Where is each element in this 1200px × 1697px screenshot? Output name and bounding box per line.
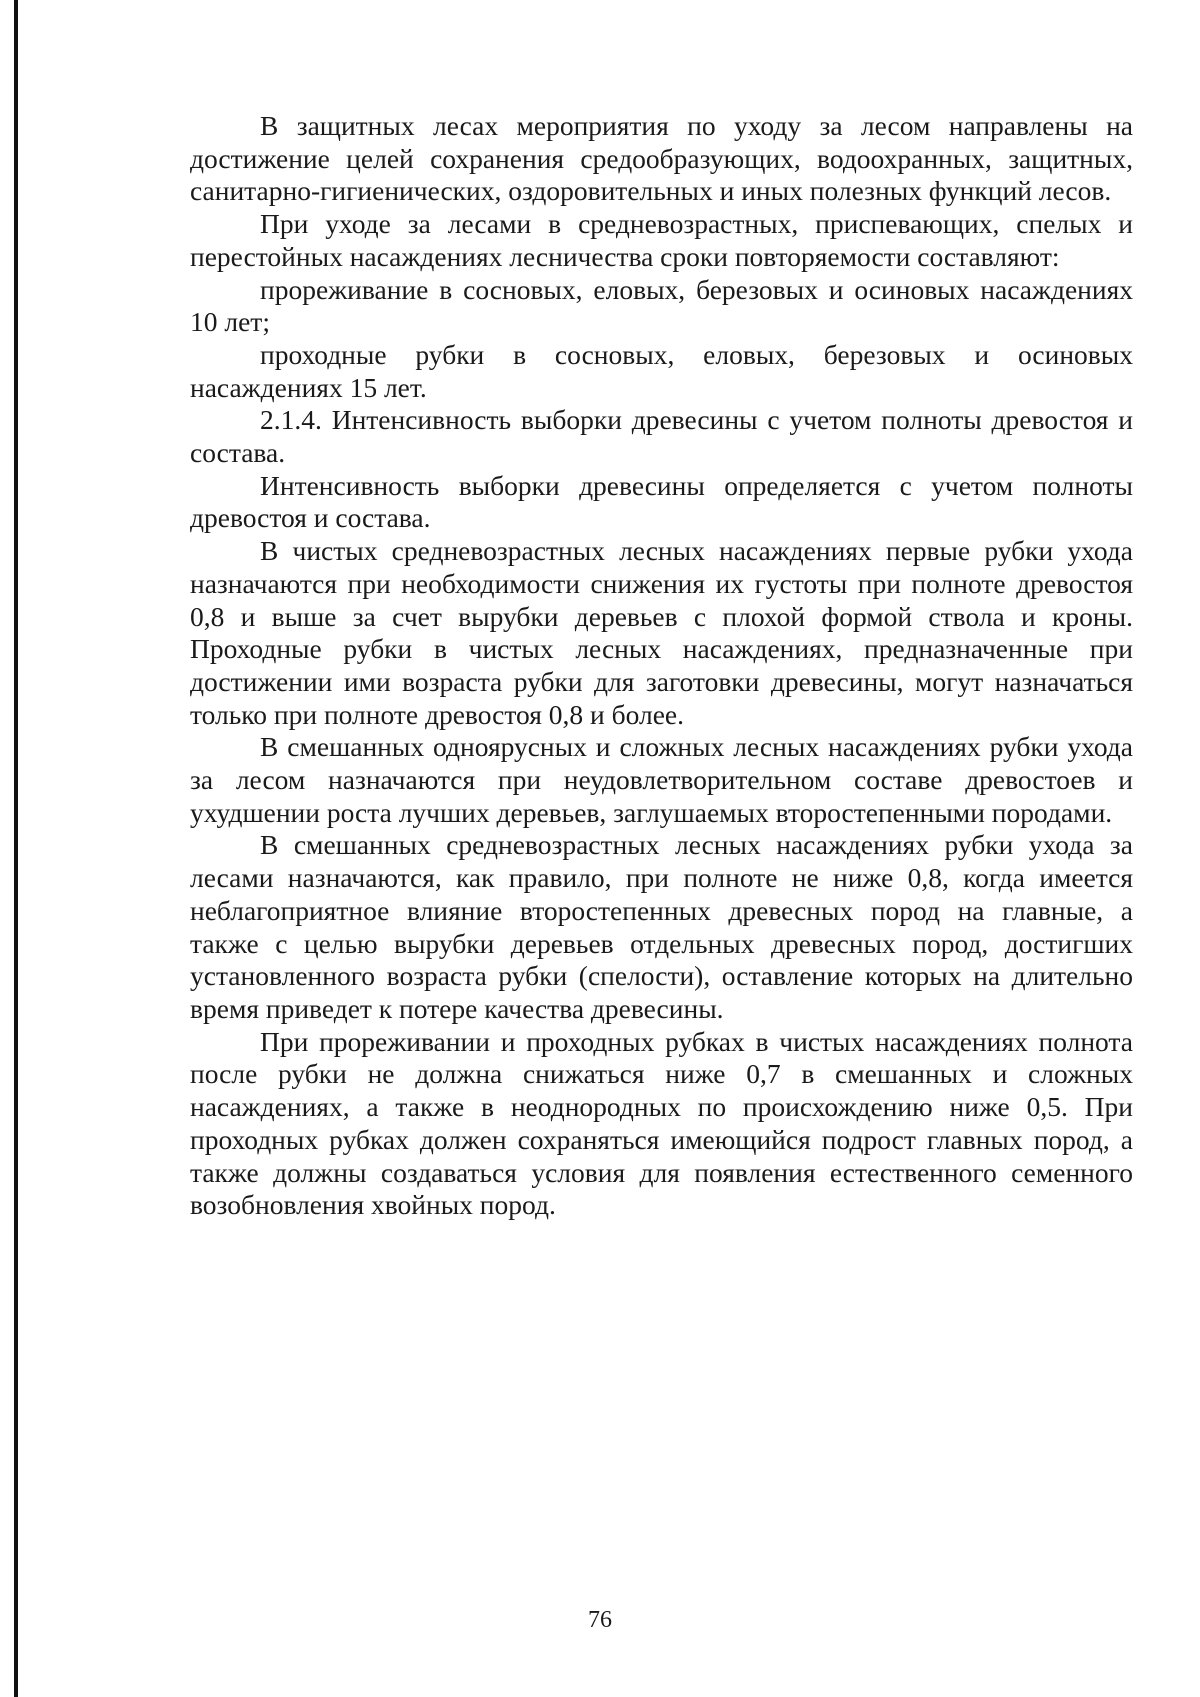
paragraph-protective-forests: В защитных лесах мероприятия по уходу за лесом направлены на достижение целей сохранения средообразующих, водоохранных, защитных, санитарно-гигиенических, оздоровительных и иных полезных функций лесов. bbox=[190, 110, 1133, 207]
paragraph-mixed-stands: В смешанных одноярусных и сложных лесных насаждениях рубки ухода за лесом назначаются при неудовлетворительном составе древостоев и ухудшении роста лучших деревьев, заглушаемых второстепенными породами. bbox=[190, 731, 1133, 828]
paragraph-intensity-definition: Интенсивность выборки древесины определяется с учетом полноты древостоя и состава. bbox=[190, 469, 1133, 534]
page-number: 76 bbox=[588, 1607, 612, 1633]
paragraph-repeat-periods: При уходе за лесами в средневозрастных, приспевающих, спелых и перестойных насаждениях лесничества сроки повторяемости составляют: bbox=[190, 208, 1133, 272]
section-heading-2-1-4: 2.1.4. Интенсивность выборки древесины с учетом полноты древостоя и состава. bbox=[190, 404, 1133, 469]
paragraph-mixed-middle-aged: В смешанных средневозрастных лесных насаждениях рубки ухода за лесами назначаются, как правило, при полноте не ниже 0,8, когда имеется неблагоприятное влияние второстепенных древесных пород на главные, а также с целью вырубки деревьев отдельных древесных пород, достигших установленного возраста рубки (спелости), оставление которых на длительно время приведет к потере качества древесины. bbox=[190, 829, 1133, 1024]
paragraph-passage-cutting-period: проходные рубки в сосновых, еловых, березовых и осиновых насаждениях 15 лет. bbox=[190, 338, 1133, 403]
paragraph-pure-stands: В чистых средневозрастных лесных насаждениях первые рубки ухода назначаются при необходимости снижения их густоты при полноте древостоя 0,8 и выше за счет вырубки деревьев с плохой формой ствола и кроны. Проходные рубки в чистых лесных насаждениях, предназначенные при достижении ими возраста рубки для заготовки древесины, могут назначаться только при полноте древостоя 0,8 и более. bbox=[190, 535, 1133, 730]
paragraph-thinning-period: прореживание в сосновых, еловых, березовых и осиновых насаждениях 10 лет; bbox=[190, 273, 1133, 338]
scan-edge-line bbox=[14, 0, 18, 1697]
paragraph-density-limits: При прореживании и проходных рубках в чистых насаждениях полнота после рубки не должна снижаться ниже 0,7 в смешанных и сложных насаждениях, а также в неоднородных по происхождению ниже 0,5. При проходных рубках должен сохраняться имеющийся подрост главных пород, а также должны создаваться условия для появления естественного семенного возобновления хвойных пород. bbox=[190, 1025, 1133, 1221]
document-body bbox=[190, 110, 1133, 1222]
